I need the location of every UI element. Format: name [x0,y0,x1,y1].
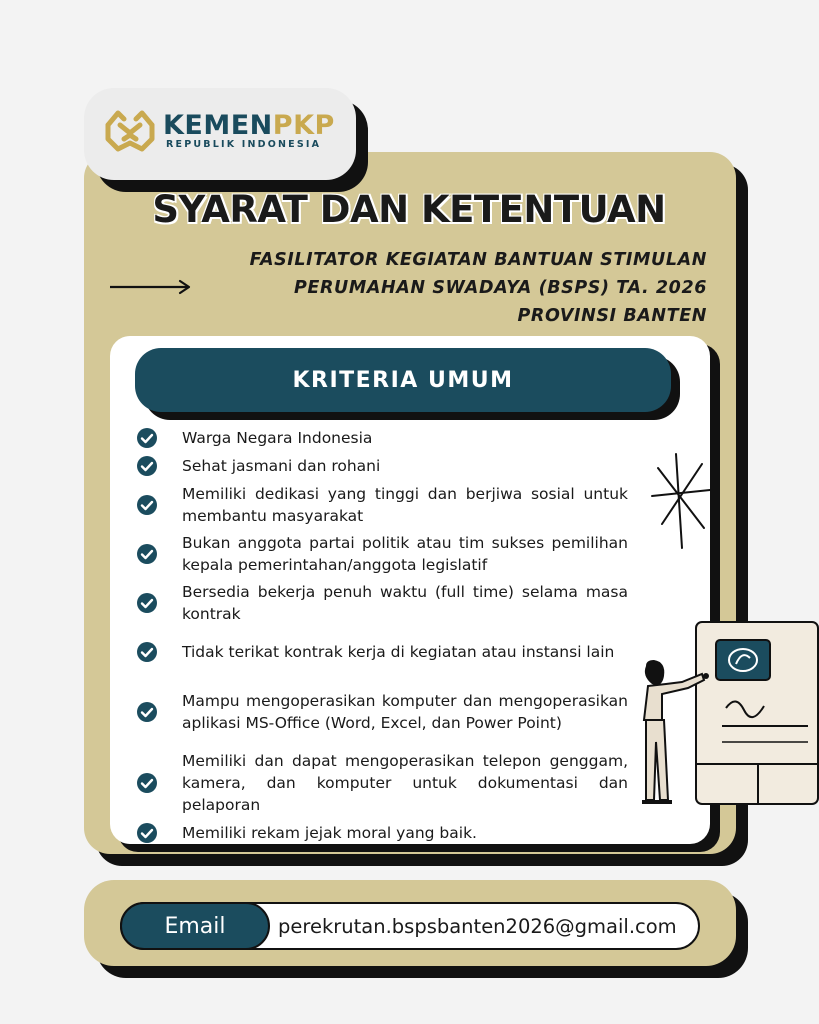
criteria-text: Bersedia bekerja penuh waktu (full time) selama masa kontrak [182,583,628,623]
criteria-text: Sehat jasmani dan rohani [182,457,381,475]
criteria-heading: KRITERIA UMUM [135,348,671,412]
presenter-illustration [632,614,819,814]
subtitle-line: PERUMAHAN SWADAYA (BSPS) TA. 2026 [293,278,707,298]
check-circle-icon [136,543,158,565]
logo-title: KEMENPKP [163,110,335,141]
kemenpkp-logo-icon [102,103,158,157]
list-item [136,454,628,478]
criteria-text: Memiliki dan dapat mengoperasikan telepon genggam, kamera, dan komputer untuk dokumentasi dan pelaporan [182,752,628,814]
criteria-text: Memiliki rekam jejak moral yang baik. [182,824,477,842]
list-item [136,426,628,450]
check-circle-icon [136,701,158,723]
list-item [136,532,628,576]
list-item [136,821,628,845]
check-circle-icon [136,772,158,794]
list-item [136,483,628,527]
program-subtitle [187,246,707,330]
check-circle-icon [136,641,158,663]
list-item [136,750,628,816]
email-label: Email [120,902,270,950]
check-circle-icon [136,494,158,516]
criteria-text: Tidak terikat kontrak kerja di kegiatan atau instansi lain [182,643,615,661]
email-address[interactable]: perekrutan.bspsbanten2026@gmail.com [278,914,677,938]
list-item [136,679,628,745]
check-circle-icon [136,427,158,449]
subtitle-line: PROVINSI BANTEN [517,306,707,326]
criteria-text: Warga Negara Indonesia [182,429,373,447]
criteria-list [136,426,628,845]
page-title: SYARAT DAN KETENTUAN [152,188,666,231]
arrow-right-icon [108,278,194,296]
criteria-text: Mampu mengoperasikan komputer dan mengoperasikan aplikasi MS-Office (Word, Excel, dan Power Point) [182,692,628,732]
sparkle-icon [648,450,712,554]
list-item [136,630,628,674]
criteria-text: Bukan anggota partai politik atau tim sukses pemilihan kepala pemerintahan/anggota legislatif [182,534,628,574]
criteria-text: Memiliki dedikasi yang tinggi dan berjiwa sosial untuk membantu masyarakat [182,485,628,525]
list-item [136,581,628,625]
check-circle-icon [136,455,158,477]
check-circle-icon [136,592,158,614]
logo-subtitle: REPUBLIK INDONESIA [166,139,322,150]
check-circle-icon [136,822,158,844]
subtitle-line: FASILITATOR KEGIATAN BANTUAN STIMULAN [249,250,707,270]
